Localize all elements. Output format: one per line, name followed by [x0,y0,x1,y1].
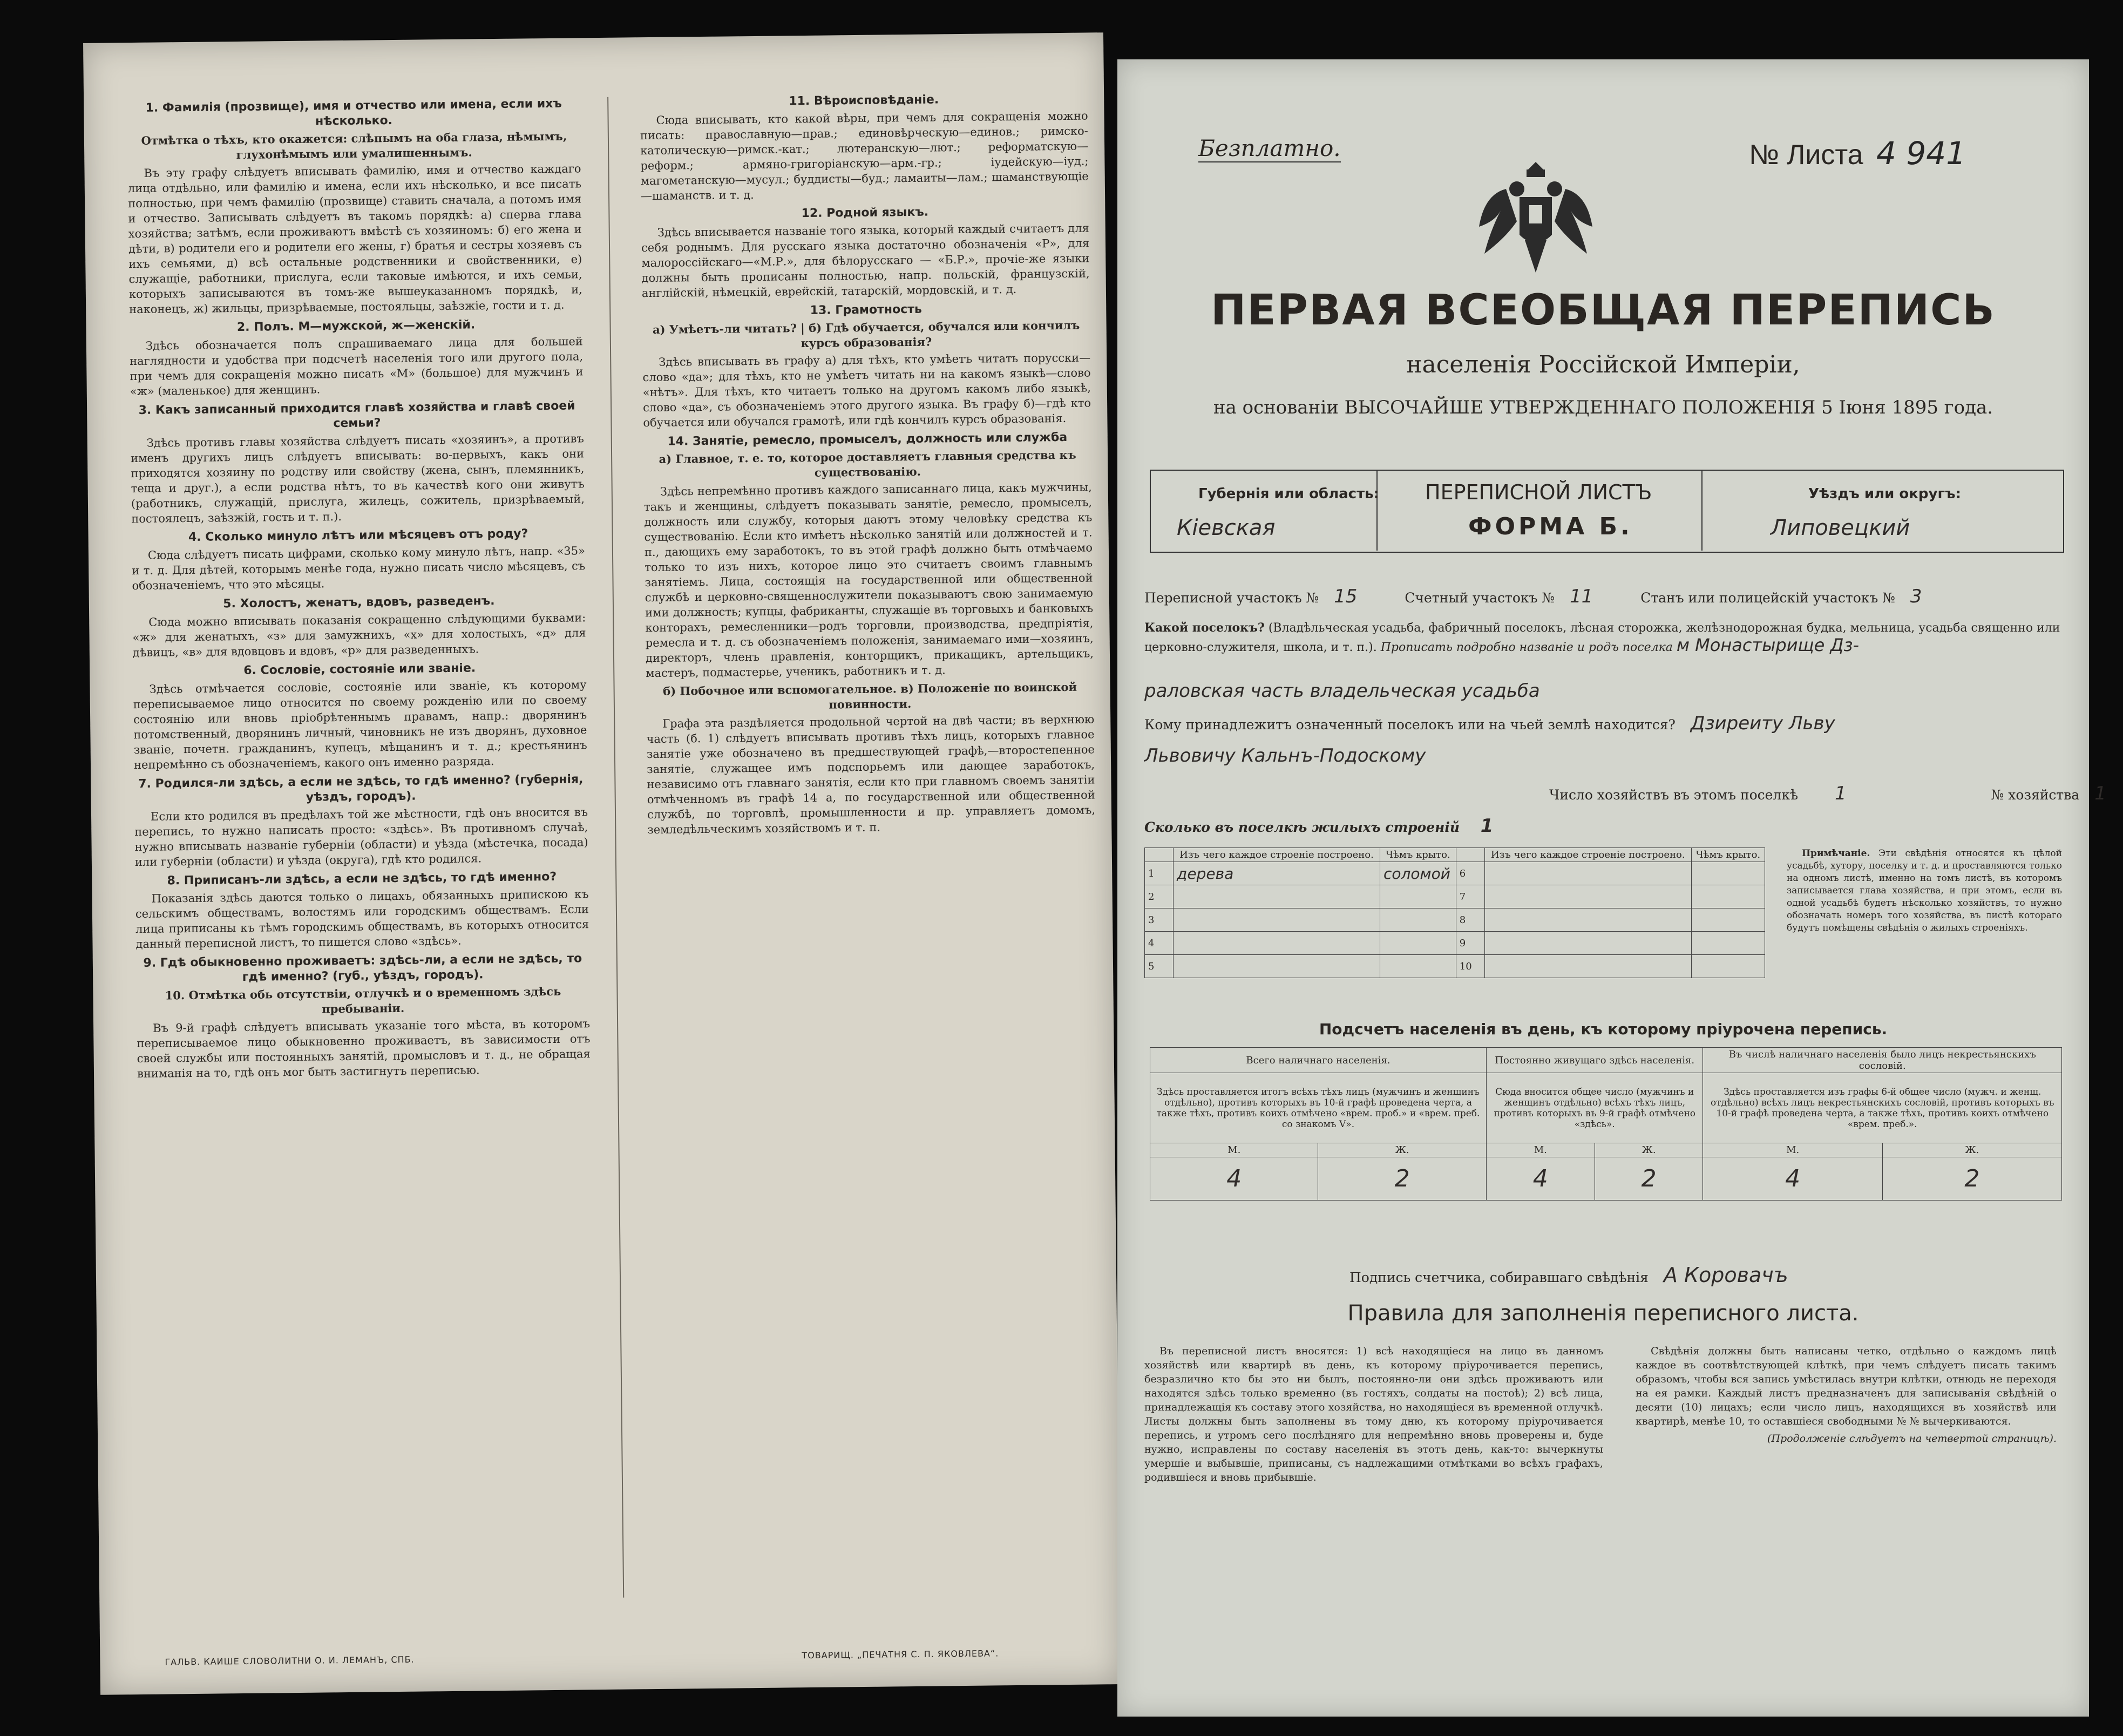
instruction-text: Показанія здѣсь даются только о лицахъ, обязанныхъ припискою къ сельскимъ обществамъ, волостямъ или городскимъ обществамъ. Если лица приписаны къ тѣмъ городскимъ обществамъ, въ которыхъ относится данный переписной листъ, то пишется слово «здѣсь». [135,887,589,951]
settlement-value-1: м Монастырище Дз- [1676,635,1860,655]
province-label: Губернія или область: [1198,486,1379,502]
building-roof: соломой [1380,862,1456,885]
instruction-text: Здѣсь противъ главы хозяйства слѣдуетъ писать «хозяинъ», а противъ именъ другихъ лицъ слѣдуетъ вписывать: во-первыхъ, какъ они приходятся хозяину по родству или свойству (жена, сынъ, племянникъ, теща и друг.), а если родства нѣтъ, то въ качествѣ кого они живутъ (работникъ, служащій, прислуга, жилецъ, сожитель, призрѣваемый, постоялецъ, заѣзжій, гость и т. п.). [130,432,585,526]
total-female-count: 2 [1318,1157,1486,1201]
census-area-line [1144,586,1922,607]
households-line [1549,783,2106,804]
column-divider [607,97,624,1598]
instruction-subheading: б) Побочное или вспомогательное. в) Положеніе по воинской повинности. [663,680,1077,711]
non-peasant-description: Здѣсь проставляется изъ графы 6-й общее число (мужч. и женщ. отдѣльно) всѣхъ лицъ некрестьянскихъ сословій, противъ которыхъ въ 10-й графѣ проведена черта, а также тѣхъ, противъ коихъ отмѣчено «врем. преб.». [1703,1073,2062,1143]
rules-right-column [1636,1344,2057,1449]
instruction-heading: 11. Вѣроисповѣданіе. [789,93,939,109]
note-text: Эти свѣдѣнія относятся къ цѣлой усадьбѣ, хутору, поселку и т. д. и проставляются только на одномъ листѣ, именно на томъ листѣ, въ которомъ записывается глава хозяйства, и при этомъ, если въ одной усадьбѣ будетъ нѣсколько хозяйствъ, то нужно обозначать номеръ того хозяйства, въ листѣ котораго будутъ помѣщены свѣдѣнія о жилыхъ строеніяхъ. [1787,848,2062,933]
building-material [1484,955,1691,978]
resident-population-header: Постоянно живущаго здѣсь населенія. [1486,1048,1703,1073]
households-value: 1 [1835,783,1847,804]
building-number: 9 [1456,932,1484,955]
owner-value-2: Львовичу Кальнъ-Подоскому [1144,745,1426,767]
settlement-hint2: Прописать подробно названіе и родъ поселка [1380,641,1673,654]
instruction-text: Здѣсь обозначается полъ спрашиваемаго лица для большей наглядности и удобства при подсчетѣ населенія того или другого пола, при чемъ для сокращенія можно писать «М» (большое) для мужчинъ и «ж» (маленькое) для женщинъ. [130,335,584,398]
material-column-header: Изъ чего каждое строеніе построено. [1174,848,1380,862]
non-peasant-header: Въ числѣ наличнаго населенія было лицъ некрестьянскихъ сословій. [1703,1048,2062,1073]
roof-column-header-2: Чѣмъ крыто. [1691,848,1765,862]
building-roof [1380,908,1456,932]
building-roof [1380,955,1456,978]
building-roof [1380,932,1456,955]
census-title: ПЕРВАЯ ВСЕОБЩАЯ ПЕРЕПИСЬ [1211,286,1996,335]
signature-label: Подпись счетчика, собиравшаго свѣдѣнія [1349,1270,1649,1285]
total-population-header: Всего наличнаго населенія. [1150,1048,1487,1073]
owner-label: Кому принадлежитъ означенный поселокъ или на чьей землѣ находится? [1144,717,1676,733]
building-row [1145,862,1765,885]
building-roof [1380,885,1456,908]
instruction-subheading: 10. Отмѣтка обь отсутствіи, отлучкѣ и о временномъ здѣсь пребываніи. [165,984,561,1016]
building-material [1484,885,1691,908]
stan-value: 3 [1910,586,1922,607]
rules-continue-note: (Продолженіе слѣдуетъ на четвертой страницѣ). [1767,1433,2057,1445]
building-roof [1691,932,1765,955]
uezd-label: Уѣздъ или округъ: [1808,486,1961,502]
rules-title: Правила для заполненія переписного листа. [1347,1301,1859,1326]
building-row [1145,932,1765,955]
instruction-text: Сюда вписывать, кто какой вѣры, при чемъ для сокращенія можно писать: православную—прав.; единовѣрческую—единов.; римско-католическую—римск.-кат.; лютеранскую—лют.; реформатскую—реформ.; армяно-григоріанскую—арм.-гр.; іудейскую—іуд.; магометанскую—мусул.; буддисты—буд.; ламаиты—лам.; шаманствующіе—шаманств. и т. д. [640,109,1089,203]
instruction-heading: 9. Гдѣ обыкновенно проживаетъ: здѣсь-ли, а если не здѣсь, то гдѣ именно? (губ., уѣздъ, городъ). [143,952,582,984]
instructions-column-2 [640,86,1103,1603]
buildings-line [1144,815,1493,837]
free-label: Безплатно. [1198,135,1341,161]
building-number: 2 [1145,885,1174,908]
instruction-heading: 5. Холостъ, женатъ, вдовъ, разведенъ. [223,594,495,611]
household-number-label: № хозяйства [1991,787,2080,803]
instruction-subheading: а) Главное, т. е. то, которое доставляетъ главныя средства къ существованію. [659,447,1076,479]
resident-female-count: 2 [1595,1157,1703,1201]
building-number: 1 [1145,862,1174,885]
building-material [1174,885,1380,908]
owner-value-1: Дзиреиту Льву [1690,713,1835,734]
sheet-number-value: 4 941 [1876,135,1966,172]
instruction-heading: 8. Приписанъ-ли здѣсь, а если не здѣсь, то гдѣ именно? [167,870,557,888]
roof-column-header: Чѣмъ крыто. [1380,848,1456,862]
settlement-hint: (Владѣльческая усадьба, фабричный поселокъ, лѣсная сторожка, желѣзнодорожная будка, мельница, усадьба священно или церковно-служителя, школа, и т. п.). [1144,621,2060,654]
owner-line [1144,713,1835,734]
resident-male-count: 4 [1486,1157,1595,1201]
census-area-value: 15 [1334,586,1358,607]
building-number: 8 [1456,908,1484,932]
building-number: 7 [1456,885,1484,908]
printer-footer-left: ГАЛЬВ. КАИШЕ СЛОВОЛИТНИ О. И. ЛЕМАНЪ, СПБ. [165,1654,415,1667]
instruction-text: Здѣсь вписывается названіе того языка, который каждый считаетъ для себя роднымъ. Для русскаго языка достаточно обозначенія «Р», для малороссійскаго—«М.Р.», для бѣлорусскаго — «Б.Р.», прочіе-же языки должны быть прописаны полностью, напр. польскій, французскій, англійскій, нѣмецкій, еврейскій, татарскій, мордовскій, и т. д. [641,221,1090,300]
building-row [1145,908,1765,932]
note-label: Примѣчаніе. [1802,848,1870,859]
instruction-heading: 3. Какъ записанный приходится главѣ хозяйства и главѣ своей семьи? [138,399,575,431]
building-material [1174,932,1380,955]
census-basis: на основаніи ВЫСОЧАЙШЕ УТВЕРЖДЕННАГО ПОЛОЖЕНІЯ 5 Іюня 1895 года. [1213,397,1993,418]
building-material [1174,955,1380,978]
building-number: 5 [1145,955,1174,978]
form-name: ФОРМА Б. [1468,513,1633,540]
province-value: Кіевская [1177,516,1276,540]
count-area-label: Счетный участокъ № [1405,590,1555,606]
buildings-note [1787,847,2062,938]
count-area-value: 11 [1569,586,1593,607]
instruction-text: Въ 9-й графѣ слѣдуетъ вписывать указаніе того мѣста, въ которомъ переписываемое лицо обыкновенно проживаетъ, въ зависимости отъ своей службы или постоянныхъ занятій, промысловъ и т. д., не обращая вниманія на то, гдѣ онъ мог быть застигнутъ переписью. [137,1017,591,1081]
building-material [1484,862,1691,885]
census-subtitle: населенія Россійской Имперіи, [1406,351,1800,378]
building-roof [1691,862,1765,885]
settlement-line [1144,621,2062,655]
building-number: 4 [1145,932,1174,955]
population-title: Подсчетъ населенія въ день, къ которому пріурочена перепись. [1319,1020,1888,1038]
printer-footer-right: ТОВАРИЩ. „ПЕЧАТНЯ С. П. ЯКОВЛЕВА“. [802,1648,999,1661]
buildings-table-header [1145,848,1765,862]
male-header: М. [1486,1143,1595,1157]
sheet-number-label: № Листа [1749,139,1863,171]
building-number: 3 [1145,908,1174,932]
instruction-heading: 1. Фамилія (прозвище), имя и отчество или имена, если ихъ нѣсколько. [145,97,562,128]
instruction-subheading: Отмѣтка о тѣхъ, кто окажется: слѣпымъ на оба глаза, нѣмымъ, глухонѣмымъ или умалишеннымъ. [141,129,567,162]
male-header: М. [1703,1143,1882,1157]
building-roof [1691,955,1765,978]
building-number: 6 [1456,862,1484,885]
building-material [1484,908,1691,932]
non-peasant-female-count: 2 [1882,1157,2061,1201]
female-header: Ж. [1595,1143,1703,1157]
building-roof [1691,885,1765,908]
instruction-text: Въ эту графу слѣдуетъ вписывать фамилію, имя и отчество каждаго лица отдѣльно, или фамилію и имена, если ихъ нѣсколько, и все писать полностью, при чемъ фамилію (прозвище) ставить сначала, а потомъ имя и отчество. Записывать слѣдуетъ въ такомъ порядкѣ: а) сперва глава хозяйства; затѣмъ, если проживаютъ вмѣстѣ съ хозяиномъ: б) его жена и дѣти, в) родители его и родители его жены, г) братья и сестры хозяевъ съ ихъ семьями, д) всѣ остальные родственники и свойственники, е) служащіе, работники, прислуга, если таковые имѣются, и ихъ семьи, которыхъ записываются въ томъ-же вышеуказанномъ порядкѣ, и, наконецъ, ж) жильцы, призрѣваемые, постояльцы, заѣзжіе, гости и т. д. [127,162,582,316]
building-row [1145,955,1765,978]
building-material [1484,932,1691,955]
uezd-value: Липовецкий [1771,516,1910,540]
instruction-text: Здѣсь отмѣчается сословіе, состояніе или званіе, къ которому переписываемое лицо относится по своему рожденію или по своему состоянію или вновь пріобрѣтеннымъ правамъ, напр.: дворянинъ потомственный, дворянинъ личный, чиновникъ не изъ дворянъ, духовное званіе, почетн. гражданинъ, купецъ, мѣщанинъ и т. д.; крестьянинъ непремѣнно съ обозначеніемъ, какого онъ именно разряда. [133,678,587,772]
male-header: М. [1150,1143,1318,1157]
female-header: Ж. [1882,1143,2061,1157]
settlement-value-2: раловская часть владельческая усадьба [1144,680,1540,702]
settlement-question: Какой поселокъ? [1144,621,1265,635]
right-page-census-form [1117,59,2106,1717]
building-material: дерева [1174,862,1380,885]
sheet-number [1749,135,1966,172]
building-roof [1691,908,1765,932]
census-area-label: Переписной участокъ № [1144,590,1319,606]
instruction-text: Графа эта раздѣляется продольной чертой на двѣ части; въ верхнюю часть (б. 1) слѣдуетъ вписывать противъ тѣхъ лицъ, которыхъ главное занятіе уже обозначено въ предшествующей графѣ,—второстепенное занятіе, служащее имъ подспорьемъ или дающее заработокъ, независимо отъ главнаго занятія, если кто при главномъ своемъ занятіи отмѣченномъ въ графѣ 14 а, по государственной или общественной службѣ, по торговлѣ, промышленности и пр. управляетъ домомъ, земледѣльческимъ хозяйствомъ и т. п. [646,713,1096,837]
instructions-column-1 [127,92,596,1608]
household-number-value: 1 [2094,783,2106,804]
instruction-heading: 13. Грамотность [810,302,922,317]
total-population-description: Здѣсь проставляется итогъ всѣхъ тѣхъ лицъ (мужчинъ и женщинъ отдѣльно), противъ которыхъ въ 10-й графѣ проведена черта, а также тѣхъ, противъ коихъ отмѣчено «врем. проб.» и «врем. преб. со знакомъ V». [1150,1073,1487,1143]
households-label: Число хозяйствъ въ этомъ поселкѣ [1549,787,1799,803]
double-headed-eagle-emblem [1474,151,1598,291]
material-column-header-2: Изъ чего каждое строеніе построено. [1484,848,1691,862]
instruction-heading: 4. Сколько минуло лѣтъ или мѣсяцевъ отъ роду? [188,527,528,544]
buildings-table [1144,847,1765,978]
instruction-heading: 12. Родной языкъ. [801,205,929,221]
buildings-value: 1 [1480,815,1494,837]
building-row [1145,885,1765,908]
instruction-text: Сюда можно вписывать показанія сокращенно слѣдующими буквами: «ж» для женатыхъ, «з» для замужнихъ, «х» для холостыхъ, «д» для дѣвицъ, «в» для вдовцовъ и вдовъ, «р» для разведенныхъ. [132,611,586,660]
rules-left-text: Въ переписной листъ вносятся: 1) всѣ находящіеся на лицо въ данномъ хозяйствѣ или квартирѣ въ день, къ которому пріурочивается перепись, безразлично кто бы это ни былъ, постоянно-ли они здѣсь проживаютъ или находятся здѣсь только временно (въ гостяхъ, солдаты на постоѣ); 2) всѣ лица, принадлежащія къ составу этого хозяйства, но находящіеся въ временной отлучкѣ. Листы должны быть заполнены въ тому дню, къ которому пріурочивается перепись, и утромъ сего послѣдняго для непремѣнно вновь проверены и, буде нужно, исправлены по составу населенія въ этотъ день, как-то: вычеркнуты умершіе и выбывшіе, приписаны, съ надлежащими отмѣтками во всѣхъ графахъ, родившіеся и вновь прибывшіе. [1144,1345,1603,1483]
instruction-heading: 14. Занятіе, ремесло, промыселъ, должность или служба [667,430,1068,449]
instruction-text: Здѣсь непремѣнно противъ каждого записаннаго лица, какъ мужчины, такъ и женщины, слѣдуетъ показывать занятіе, ремесло, промыселъ, должность или службу, которыя даютъ этому человѣку средства къ существованію. Если кто имѣетъ нѣсколько занятій или должностей и т. п., дающихъ ему заработокъ, то въ этой графѣ должно быть отмѣчаемо только то изъ нихъ, которое лицо это считаетъ своимъ главнымъ занятіемъ. Лица, состоящія на государственной или общественной службѣ и церковно-священнослужители показываютъ свою занимаемую ими должность; купцы, фабриканты, служащіе въ торговыхъ и банковыхъ конторахъ, ремесленники—родъ торговли, производства, предпріятія, ремесла и т. д. съ обозначеніемъ положенія, занимаемаго ими—хозяинъ, директоръ, членъ правленія, конторщикъ, прикащикъ, артельщикъ, мастеръ, подмастерье, ученикъ, работникъ и т. д. [643,480,1094,680]
instruction-text: Если кто родился въ предѣлахъ той же мѣстности, гдѣ онъ вносится въ перепись, то нужно написать просто: «здѣсь». Въ противномъ случаѣ, нужно вписывать названіе губерніи (области) и уѣзда (мѣстечка, посада) или губерніи (области) и уѣзда (округа), гдѣ кто родился. [134,805,588,869]
stan-label: Станъ или полицейскій участокъ № [1640,590,1895,606]
instruction-heading: 6. Сословіе, состояніе или званіе. [243,661,476,677]
rules-left-column [1144,1344,1603,1488]
instruction-subheading: а) Умѣетъ-ли читать? | б) Гдѣ обучается, обучался или кончилъ курсъ образованія? [652,318,1080,350]
signature-line [1349,1263,1788,1287]
buildings-label: Сколько въ поселкѣ жилыхъ строеній [1144,819,1460,835]
enumerator-signature: А Коровачъ [1663,1263,1788,1287]
population-table [1150,1047,2062,1201]
non-peasant-male-count: 4 [1703,1157,1882,1201]
female-header: Ж. [1318,1143,1486,1157]
form-title: ПЕРЕПИСНОЙ ЛИСТЪ [1425,480,1652,504]
rules-right-text: Свѣдѣнія должны быть написаны четко, отдѣльно о каждомъ лицѣ каждое въ соотвѣтствующей клѣткѣ, при чемъ слѣдуетъ писать такимъ образомъ, чтобы вся запись умѣстилась внутри клѣтки, отнюдь не переходя на ея рамки. Каждый листъ предназначенъ для записыванія свѣдѣній о десяти (10) лицахъ; если число лицъ, находящихся въ хозяйствѣ или квартирѣ, менѣе 10, то оставшіеся свободными № № вычеркиваются. [1636,1345,2057,1427]
instruction-heading: 7. Родился-ли здѣсь, а если не здѣсь, то гдѣ именно? (губернія, уѣздъ, городъ). [138,772,584,804]
instruction-heading: 2. Полъ. М—мужской, ж—женскій. [236,318,476,335]
building-material [1174,908,1380,932]
left-page-instructions [83,32,1121,1695]
instruction-text: Сюда слѣдуетъ писать цифрами, сколько кому минуло лѣтъ, напр. «35» и т. д. Для дѣтей, которымъ менѣе года, нужно писать число мѣсяцевъ, съ обозначеніемъ, что это мѣсяцы. [132,544,586,593]
building-number: 10 [1456,955,1484,978]
resident-population-description: Сюда вносится общее число (мужчинъ и женщинъ отдѣльно) всѣхъ тѣхъ лицъ, противъ которыхъ въ 9-й графѣ отмѣчено «здѣсь». [1486,1073,1703,1143]
instruction-text: Здѣсь вписывать въ графу а) для тѣхъ, кто умѣетъ читать порусски—слово «да»; для тѣхъ, кто не умѣетъ читать ни на какомъ языкѣ—слово «нѣтъ». Для тѣхъ, кто читаетъ только на другомъ какомъ либо языкѣ, слово «да», съ обозначеніемъ этого другого языка. Въ графу б)—гдѣ кто обучается или обучался грамотѣ, или гдѣ кончилъ курсъ образованія. [642,351,1091,430]
total-male-count: 4 [1150,1157,1318,1201]
